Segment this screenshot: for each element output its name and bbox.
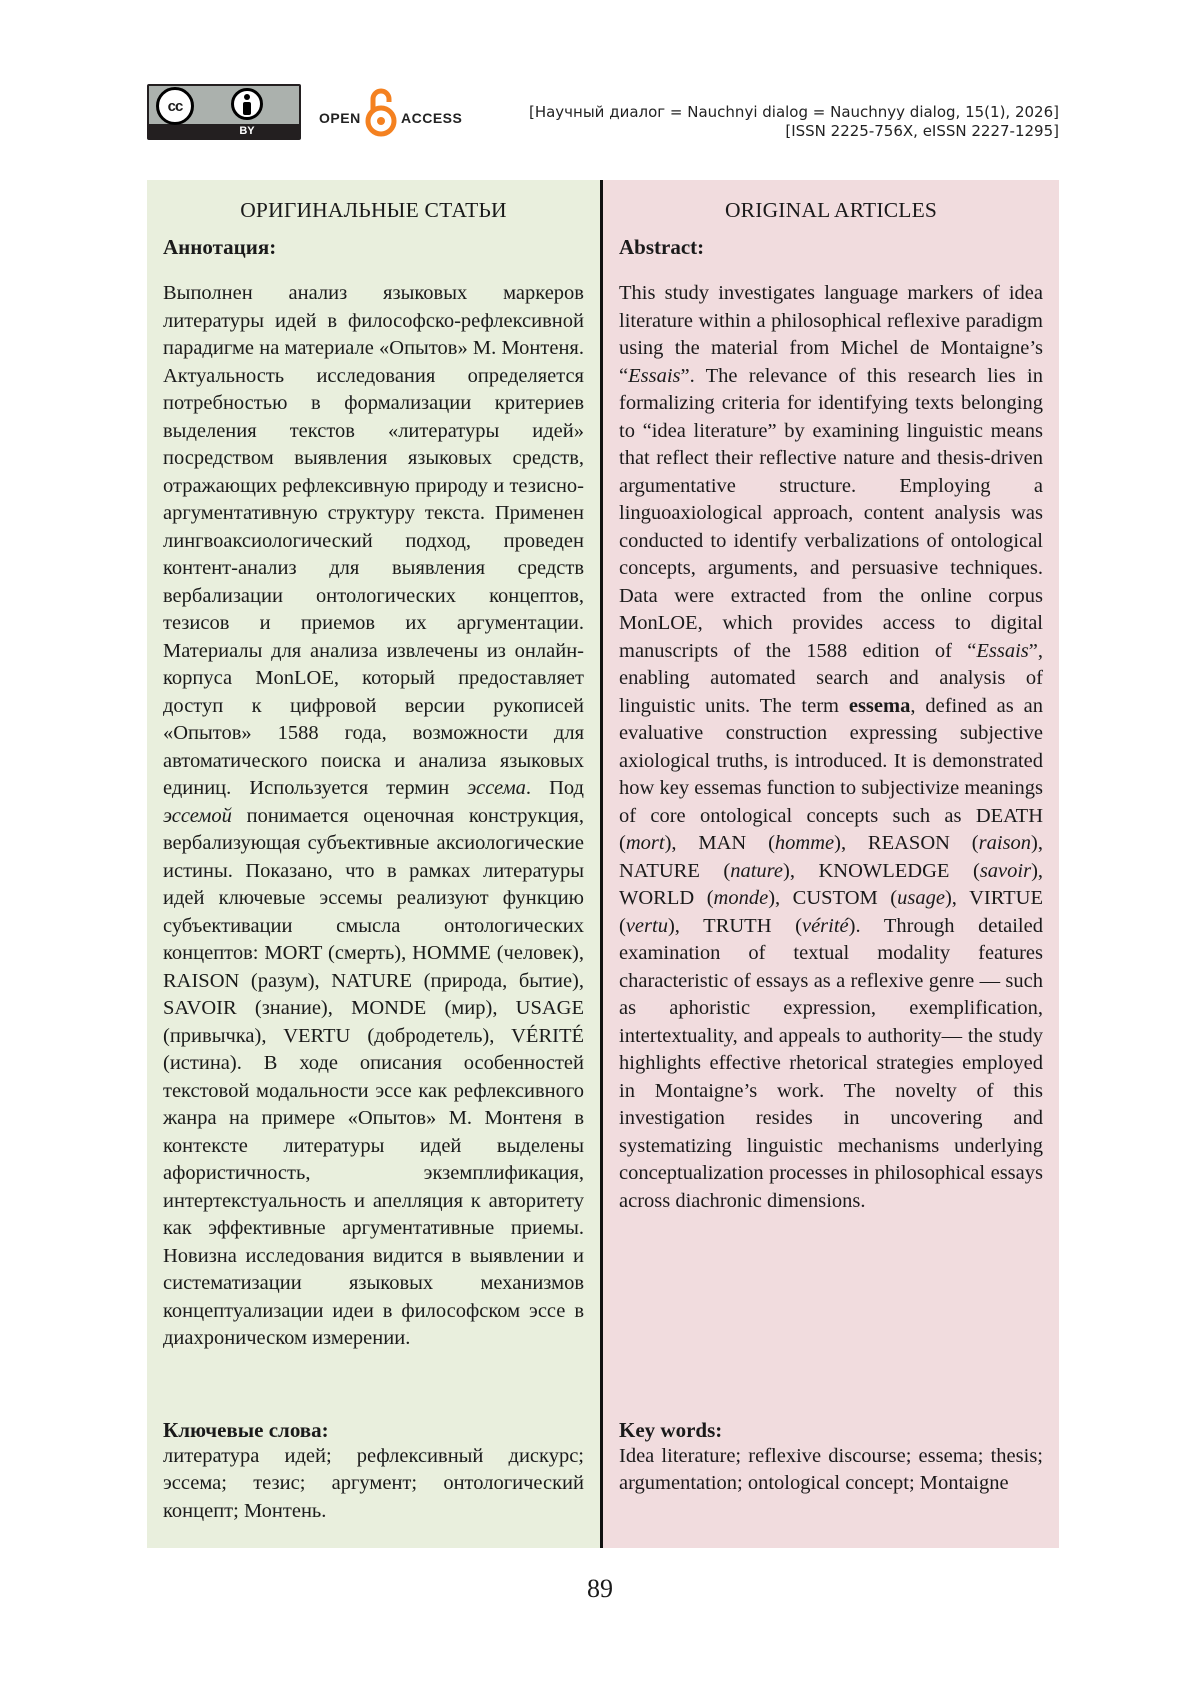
page-number: 89 bbox=[587, 1574, 613, 1603]
bilingual-abstract-columns bbox=[147, 180, 1059, 1548]
page-header bbox=[147, 84, 1059, 142]
ru-abstract-text: Выполнен анализ языковых маркеров литературы идей в философско-рефлексивной парадигме на материале «Опытов» М. Монтеня. Актуальность исследования определяется потребностью в формализации критериев выделения текстов «литературы идей» посредством выявления языковых средств, отражающих рефлексивную природу и тезисно-аргументативную структуру текста. Применен лингвоаксиологический подход, проведен контент-анализ для выявления средств вербализации онтологических концептов, тезисов и приемов их аргументации. Материалы для анализа извлечены из онлайн-корпуса MonLOE, который предоставляет доступ к цифровой версии рукописей «Опытов» 1588 года, возможности для автоматического поиска и анализа языковых единиц. Используется термин эссема. Под эссемой понимается оценочная конструкция, вербализующая субъективные аксиологические истины. Показано, что в рамках литературы идей ключевые эссемы реализуют функцию субъективации смысла онтологических концептов: MORT (смерть), HOMME (человек), RAISON (разум), NATURE (природа, бытие), SAVOIR (знание), MONDE (мир), USAGE (привычка), VERTU (добродетель), VÉRITÉ (истина). В ходе описания особенностей текстовой модальности эссе как рефлексивного жанра на примере «Опытов» М. Монтеня в контексте литературы идей выделены афористичность, экземплификация, интертекстуальность и апелляция к авторитету как эффективные аргументативные приемы. Новизна исследования видится в выявлении и систематизации языковых механизмов концептуализации идеи в философском эссе в диахроническом измерении. bbox=[163, 282, 584, 1349]
access-label: ACCESS bbox=[401, 110, 463, 126]
open-label: OPEN bbox=[319, 110, 361, 126]
journal-citation bbox=[529, 103, 1059, 141]
en-keywords-block bbox=[619, 1417, 1043, 1498]
russian-column bbox=[147, 180, 600, 1548]
open-lock-icon bbox=[364, 86, 398, 138]
cc-icon: cc bbox=[156, 87, 194, 125]
journal-issn-line: [ISSN 2225-756X, eISSN 2227-1295] bbox=[785, 122, 1059, 140]
ru-abstract-label: Аннотация: bbox=[163, 235, 277, 259]
cc-by-license-badge[interactable] bbox=[147, 84, 301, 140]
ru-keywords-label: Ключевые слова: bbox=[163, 1418, 329, 1442]
en-section-title: ORIGINAL ARTICLES bbox=[724, 198, 938, 222]
ru-keywords-block bbox=[163, 1417, 584, 1525]
en-keywords-label: Key words: bbox=[619, 1418, 723, 1442]
ru-keywords-text: литература идей; рефлексивный дискурс; эссема; тезис; аргумент; онтологический концепт; Монтень. bbox=[163, 1445, 584, 1522]
en-abstract-text: This study investigates language markers of idea literature within a philosophical reflexive paradigm using the material from Michel de Montaigne’s “Essais”. The relevance of this research lies in formalizing criteria for identifying texts belonging to “idea literature” by examining linguistic means that reflect their reflective nature and thesis-driven argumentative structure. Employing a linguoaxiological approach, content analysis was conducted to identify verbalizations of ontological concepts, arguments, and persuasive techniques. Data were extracted from the online corpus MonLOE, which provides access to digital manuscripts of the 1588 edition of “Essais”, enabling automated search and analysis of linguistic units. The term essema, defined as an evaluative construction expressing subjective axiological truths, is introduced. It is demonstrated how key essemas function to subjectivize meanings of core ontological concepts such as DEATH (mort), MAN (homme), REASON (raison), NATURE (nature), KNOWLEDGE (savoir), WORLD (monde), CUSTOM (usage), VIRTUE (vertu), TRUTH (vérité). Through detailed examination of textual modality features characteristic of essays as a reflexive genre — such as aphoristic expression, exemplification, intertextuality, and appeals to authority— the study highlights effective rhetorical strategies employed in Montaigne’s work. The novelty of this investigation resides in uncovering and systematizing linguistic mechanisms underlying conceptualization processes in philosophical essays across diachronic dimensions. bbox=[619, 282, 1044, 1212]
en-keywords-text: Idea literature; reflexive discourse; essema; thesis; argumentation; ontological concept; Montaigne bbox=[619, 1445, 1043, 1495]
by-person-icon bbox=[231, 88, 263, 120]
open-access-logo[interactable] bbox=[319, 86, 469, 138]
by-label: BY bbox=[239, 125, 255, 137]
english-column bbox=[603, 180, 1059, 1548]
en-abstract-label: Abstract: bbox=[619, 235, 705, 259]
journal-title-line: [Научный диалог = Nauchnyi dialog = Nauchnyy dialog, 15(1), 2026] bbox=[528, 103, 1059, 121]
ru-section-title: ОРИГИНАЛЬНЫЕ СТАТЬИ bbox=[240, 198, 507, 222]
